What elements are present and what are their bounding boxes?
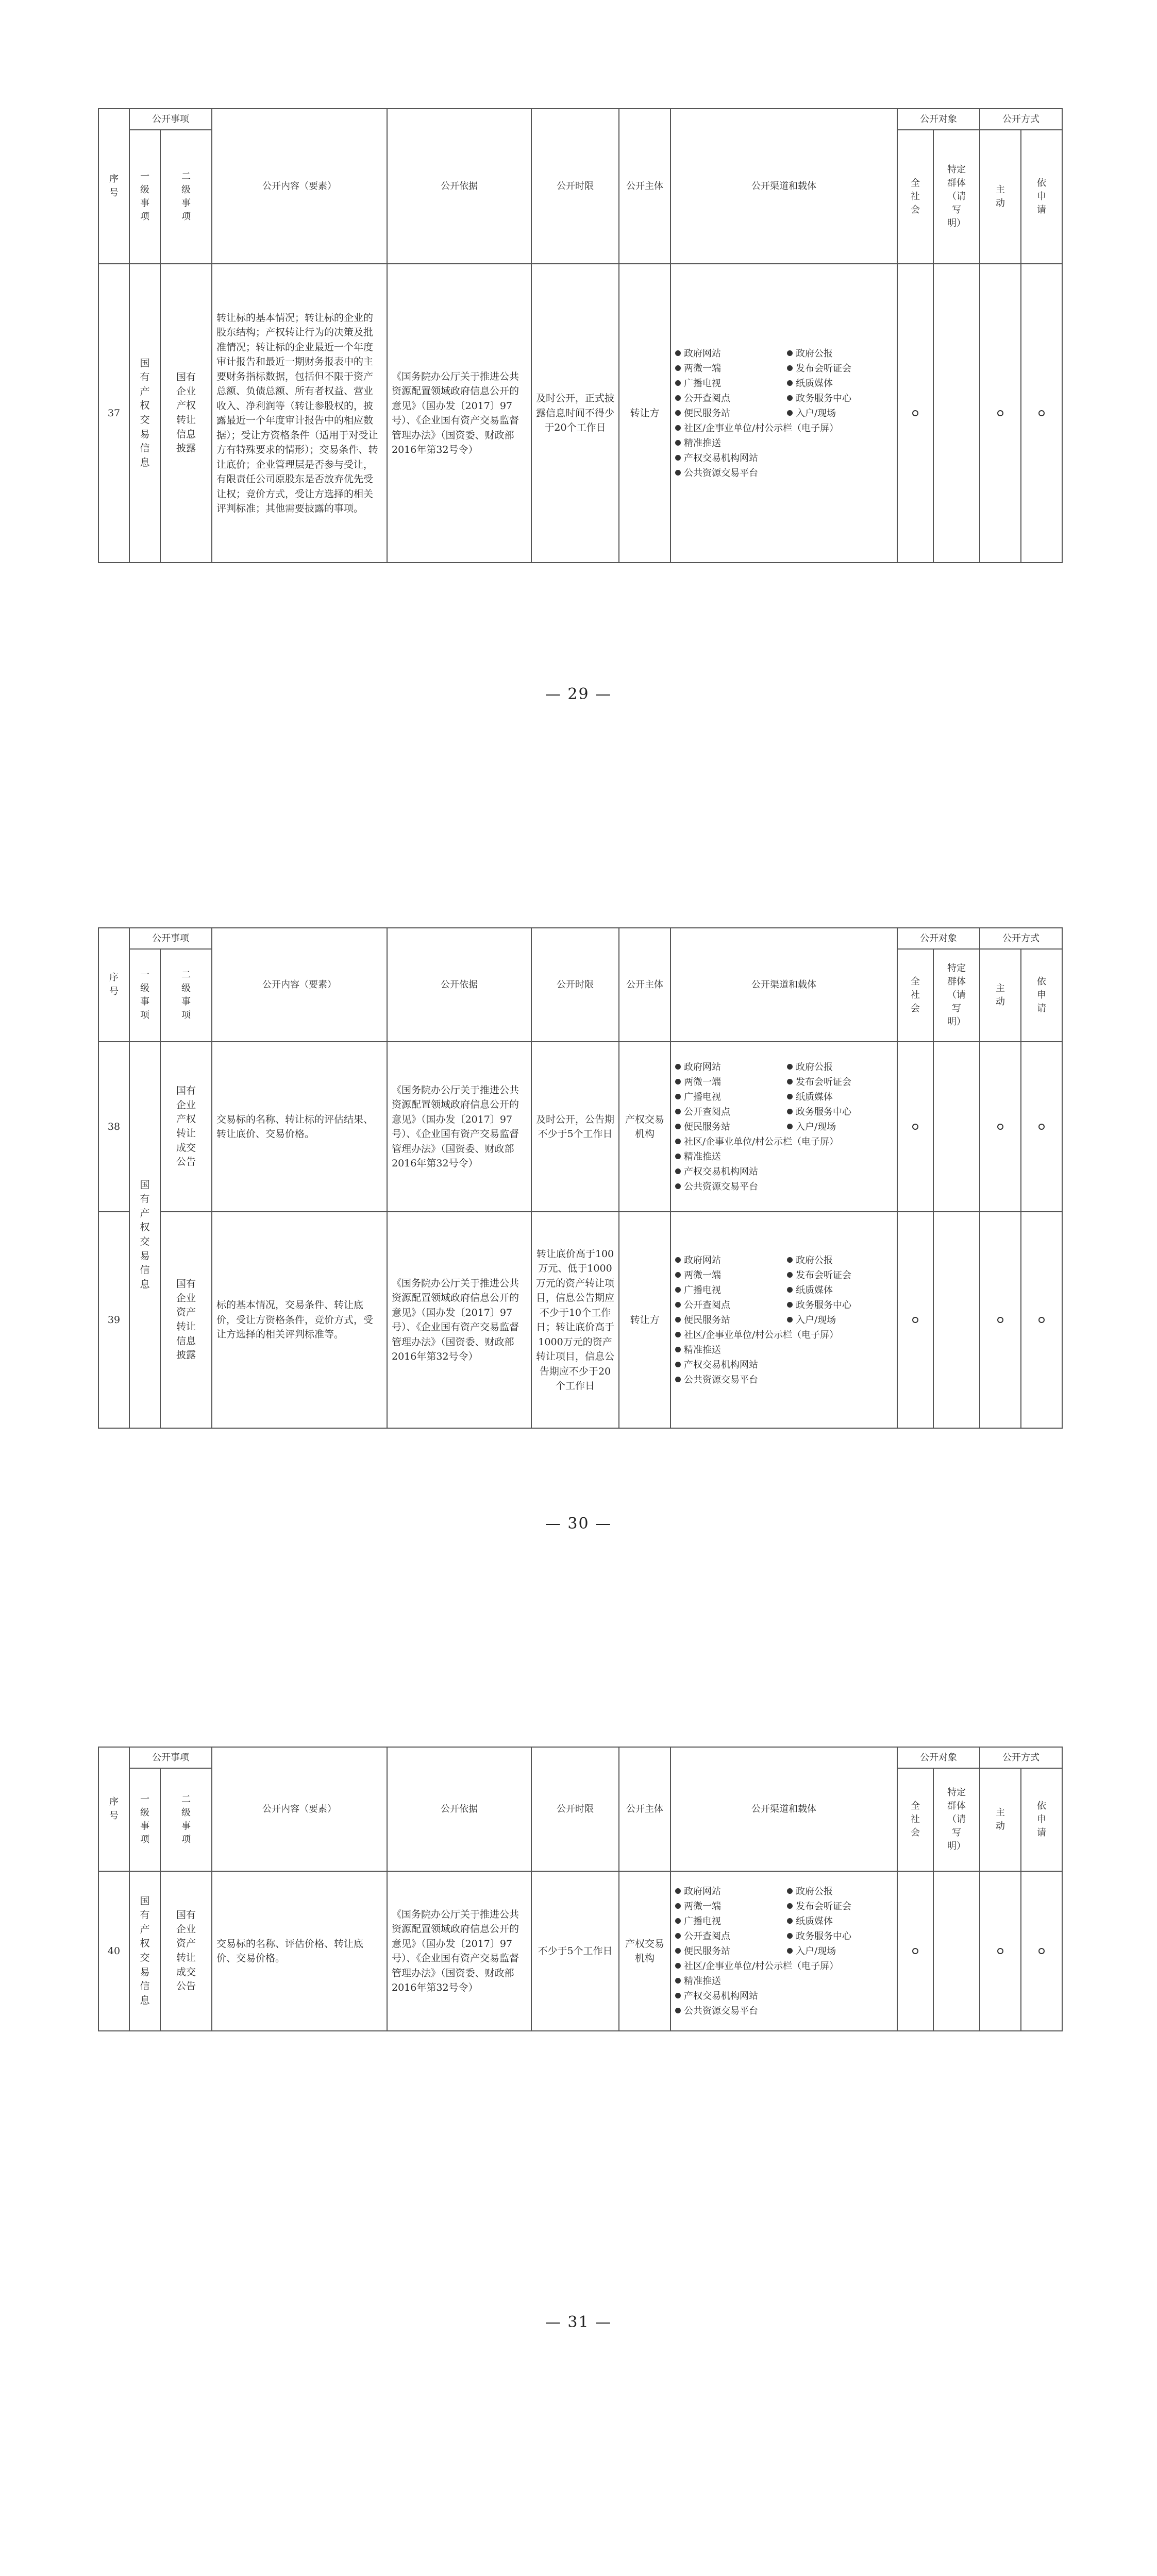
disclosure-table-p30: [98, 927, 1063, 1429]
channel-item: 政府公报: [787, 1885, 893, 1899]
row-specific-group: [933, 264, 980, 563]
channel-item: 便民服务站: [675, 1944, 781, 1958]
row-basis: 《国务院办公厅关于推进公共资源配置领域政府信息公开的意见》（国办发〔2017〕97号）、《企业国有资产交易监督管理办法》（国资委、财政部2016年第32号令）: [387, 264, 531, 563]
table-row-39: [98, 1212, 1062, 1428]
circle-mark-icon: [912, 410, 918, 416]
row-seq: 39: [98, 1212, 129, 1428]
bullet-icon: [787, 1918, 793, 1924]
channel-item: 社区/企事业单位/村公示栏（电子屏）: [675, 1328, 893, 1342]
bullet-icon: [787, 1933, 793, 1939]
row-content: 交易标的名称、转让标的评估结果、转让底价、交易价格。: [212, 1042, 387, 1212]
bullet-icon: [675, 1993, 681, 1998]
channel-item: 精准推送: [675, 1343, 893, 1357]
header-specific-group: 特定群体（请写明）: [933, 130, 980, 264]
channel-item: 政府公报: [787, 1253, 893, 1267]
row-active-mark: [980, 1042, 1021, 1212]
header-target-group: 公开对象: [897, 109, 980, 130]
header-method-group: 公开方式: [980, 928, 1062, 949]
row-specific-group: [933, 1871, 980, 2031]
row-on-request-mark: [1021, 1871, 1062, 2031]
header-method-group: 公开方式: [980, 109, 1062, 130]
row-seq: 37: [98, 264, 129, 563]
channel-item: 公开查阅点: [675, 1298, 781, 1312]
bullet-icon: [675, 1272, 681, 1278]
row-period: 及时公开，公告期不少于5个工作日: [531, 1042, 619, 1212]
channel-item: 便民服务站: [675, 1313, 781, 1327]
header-seq: 序号: [98, 109, 129, 264]
channel-item: 纸质媒体: [787, 1283, 893, 1297]
header-active: 主动: [980, 949, 1021, 1042]
channel-item: 公共资源交易平台: [675, 1373, 893, 1387]
bullet-icon: [675, 440, 681, 446]
bullet-icon: [787, 1257, 793, 1263]
channel-item: 精准推送: [675, 1974, 893, 1988]
header-item-group: 公开事项: [129, 1747, 212, 1768]
channel-item: 便民服务站: [675, 406, 781, 420]
bullet-icon: [675, 1362, 681, 1367]
bullet-icon: [675, 410, 681, 416]
channel-item: 纸质媒体: [787, 1090, 893, 1104]
header-channel: 公开渠道和载体: [670, 928, 897, 1042]
page-32: [0, 2421, 1157, 2576]
channel-item: 纸质媒体: [787, 377, 893, 391]
bullet-icon: [675, 1347, 681, 1352]
channel-item: 精准推送: [675, 436, 893, 450]
header-seq: 序号: [98, 1747, 129, 1871]
channel-item: 产权交易机构网站: [675, 1165, 893, 1179]
header-level2: 二级事项: [160, 949, 212, 1042]
bullet-icon: [787, 395, 793, 401]
bullet-icon: [787, 1109, 793, 1114]
bullet-icon: [675, 1903, 681, 1909]
header-period: 公开时限: [531, 109, 619, 264]
channel-item: 两微一端: [675, 1900, 781, 1913]
channel-item: 广播电视: [675, 1090, 781, 1104]
row-level1: 国有产权交易信息: [129, 1871, 160, 2031]
circle-mark-icon: [997, 1948, 1003, 1954]
row-content: 转让标的基本情况；转让标的企业的股东结构；产权转让行为的决策及批准情况；转让标的企业最近一个年度审计报告和最近一期财务报表中的主要财务指标数据，包括但不限于资产总额、负债总额、所有者权益、营业收入、净利润等（转让参股权的，披露最近一个年度审计报告中的相应数据）；受让方资格条件（适用于对受让方有特殊要求的情形）；交易条件、转让底价；企业管理层是否参与受让，有限责任公司原股东是否放弃优先受让权；竞价方式，受让方选择的相关评判标准；其他需要披露的事项。: [212, 264, 387, 563]
page-29: [0, 0, 1157, 773]
row-subject: 转让方: [619, 264, 670, 563]
bullet-icon: [675, 455, 681, 461]
row-level1: 国有产权交易信息: [129, 1042, 160, 1428]
header-basis: 公开依据: [387, 928, 531, 1042]
row-basis: 《国务院办公厅关于推进公共资源配置领域政府信息公开的意见》（国办发〔2017〕97号）、《企业国有资产交易监督管理办法》（国资委、财政部2016年第32号令）: [387, 1212, 531, 1428]
channel-item: 社区/企事业单位/村公示栏（电子屏）: [675, 1135, 893, 1149]
bullet-icon: [675, 1948, 681, 1954]
row-basis: 《国务院办公厅关于推进公共资源配置领域政府信息公开的意见》（国办发〔2017〕97号）、《企业国有资产交易监督管理办法》（国资委、财政部2016年第32号令）: [387, 1871, 531, 2031]
channel-item: 政务服务中心: [787, 392, 893, 405]
row-level2: 国有企业产权转让成交公告: [160, 1042, 212, 1212]
bullet-icon: [675, 1302, 681, 1308]
channel-list: [675, 1885, 893, 2018]
bullet-icon: [675, 1154, 681, 1159]
channel-list: [675, 1060, 893, 1194]
circle-mark-icon: [912, 1317, 918, 1323]
row-level2: 国有企业产权转让信息披露: [160, 264, 212, 563]
header-level1: 一级事项: [129, 130, 160, 264]
channel-item: 广播电视: [675, 377, 781, 391]
circle-mark-icon: [997, 410, 1003, 416]
bullet-icon: [675, 1287, 681, 1293]
channel-item: 广播电视: [675, 1283, 781, 1297]
bullet-icon: [787, 1064, 793, 1070]
bullet-icon: [787, 1079, 793, 1084]
bullet-icon: [675, 1257, 681, 1263]
bullet-icon: [675, 1332, 681, 1337]
row-channels: [670, 1212, 897, 1428]
row-all-society-mark: [897, 264, 933, 563]
bullet-icon: [675, 1933, 681, 1939]
header-content: 公开内容（要素）: [212, 928, 387, 1042]
header-all-society: 全社会: [897, 1768, 933, 1871]
bullet-icon: [675, 1918, 681, 1924]
bullet-icon: [787, 1272, 793, 1278]
row-content: 标的基本情况，交易条件、转让底价，受让方资格条件，竞价方式，受让方选择的相关评判标准等。: [212, 1212, 387, 1428]
bullet-icon: [675, 1124, 681, 1129]
channel-item: 产权交易机构网站: [675, 451, 893, 465]
channel-item: 精准推送: [675, 1150, 893, 1164]
header-level2: 二级事项: [160, 130, 212, 264]
row-level2: 国有企业资产转让信息披露: [160, 1212, 212, 1428]
bullet-icon: [787, 1287, 793, 1293]
bullet-icon: [787, 1948, 793, 1954]
channel-item: 两微一端: [675, 1075, 781, 1089]
channel-item: 入户/现场: [787, 406, 893, 420]
bullet-icon: [675, 1963, 681, 1969]
row-seq: 40: [98, 1871, 129, 2031]
channel-item: 入户/现场: [787, 1944, 893, 1958]
header-seq: 序号: [98, 928, 129, 1042]
row-on-request-mark: [1021, 264, 1062, 563]
header-method-group: 公开方式: [980, 1747, 1062, 1768]
circle-mark-icon: [912, 1948, 918, 1954]
circle-mark-icon: [1038, 1124, 1045, 1130]
header-basis: 公开依据: [387, 109, 531, 264]
header-all-society: 全社会: [897, 949, 933, 1042]
bullet-icon: [787, 1903, 793, 1909]
header-active: 主动: [980, 1768, 1021, 1871]
header-on-request: 依申请: [1021, 949, 1062, 1042]
channel-item: 产权交易机构网站: [675, 1358, 893, 1372]
row-subject: 产权交易机构: [619, 1871, 670, 2031]
bullet-icon: [675, 1079, 681, 1084]
bullet-icon: [675, 425, 681, 431]
channel-item: 政府网站: [675, 1253, 781, 1267]
header-subject: 公开主体: [619, 1747, 670, 1871]
bullet-icon: [787, 1888, 793, 1894]
channel-item: 政府公报: [787, 347, 893, 361]
row-channels: [670, 1871, 897, 2031]
channel-item: 发布会听证会: [787, 362, 893, 376]
channel-item: 发布会听证会: [787, 1075, 893, 1089]
header-level1: 一级事项: [129, 949, 160, 1042]
row-on-request-mark: [1021, 1042, 1062, 1212]
row-active-mark: [980, 1871, 1021, 2031]
row-channels: [670, 1042, 897, 1212]
channel-item: 广播电视: [675, 1914, 781, 1928]
row-period: 不少于5个工作日: [531, 1871, 619, 2031]
bullet-icon: [675, 1139, 681, 1144]
bullet-icon: [787, 350, 793, 356]
channel-item: 政府公报: [787, 1060, 893, 1074]
page-number: — 31 —: [545, 2313, 612, 2331]
disclosure-table-p31: [98, 1747, 1063, 2031]
bullet-icon: [787, 410, 793, 416]
circle-mark-icon: [1038, 1317, 1045, 1323]
bullet-icon: [675, 365, 681, 371]
row-subject: 产权交易机构: [619, 1042, 670, 1212]
row-content: 交易标的名称、评估价格、转让底价、交易价格。: [212, 1871, 387, 2031]
bullet-icon: [675, 1888, 681, 1894]
bullet-icon: [675, 1183, 681, 1189]
header-period: 公开时限: [531, 928, 619, 1042]
channel-list: [675, 1253, 893, 1387]
row-specific-group: [933, 1042, 980, 1212]
bullet-icon: [675, 470, 681, 476]
row-basis: 《国务院办公厅关于推进公共资源配置领域政府信息公开的意见》（国办发〔2017〕97号）、《企业国有资产交易监督管理办法》（国资委、财政部2016年第32号令）: [387, 1042, 531, 1212]
channel-item: 政府网站: [675, 1060, 781, 1074]
row-channels: [670, 264, 897, 563]
bullet-icon: [675, 395, 681, 401]
row-all-society-mark: [897, 1871, 933, 2031]
header-target-group: 公开对象: [897, 928, 980, 949]
header-channel: 公开渠道和载体: [670, 1747, 897, 1871]
header-active: 主动: [980, 130, 1021, 264]
channel-item: 入户/现场: [787, 1120, 893, 1134]
bullet-icon: [787, 1124, 793, 1129]
header-level2: 二级事项: [160, 1768, 212, 1871]
channel-item: 社区/企事业单位/村公示栏（电子屏）: [675, 421, 893, 435]
table-row-40: [98, 1871, 1062, 2031]
header-item-group: 公开事项: [129, 928, 212, 949]
bullet-icon: [675, 350, 681, 356]
header-target-group: 公开对象: [897, 1747, 980, 1768]
page-number: — 29 —: [545, 685, 612, 703]
channel-item: 政府网站: [675, 1885, 781, 1899]
header-subject: 公开主体: [619, 928, 670, 1042]
channel-item: 纸质媒体: [787, 1914, 893, 1928]
channel-item: 发布会听证会: [787, 1900, 893, 1913]
header-subject: 公开主体: [619, 109, 670, 264]
circle-mark-icon: [1038, 410, 1045, 416]
channel-item: 便民服务站: [675, 1120, 781, 1134]
channel-item: 政务服务中心: [787, 1105, 893, 1119]
row-on-request-mark: [1021, 1212, 1062, 1428]
row-period: 及时公开，正式披露信息时间不得少于20个工作日: [531, 264, 619, 563]
bullet-icon: [675, 1094, 681, 1099]
channel-item: 公共资源交易平台: [675, 466, 893, 480]
bullet-icon: [675, 1317, 681, 1323]
channel-item: 公共资源交易平台: [675, 2004, 893, 2018]
row-level2: 国有企业资产转让成交公告: [160, 1871, 212, 2031]
channel-item: 政务服务中心: [787, 1929, 893, 1943]
bullet-icon: [787, 1302, 793, 1308]
circle-mark-icon: [997, 1124, 1003, 1130]
row-all-society-mark: [897, 1212, 933, 1428]
channel-item: 公开查阅点: [675, 392, 781, 405]
channel-item: 社区/企事业单位/村公示栏（电子屏）: [675, 1959, 893, 1973]
channel-item: 发布会听证会: [787, 1268, 893, 1282]
row-all-society-mark: [897, 1042, 933, 1212]
circle-mark-icon: [1038, 1948, 1045, 1954]
bullet-icon: [675, 1109, 681, 1114]
row-seq: 38: [98, 1042, 129, 1212]
bullet-icon: [675, 1168, 681, 1174]
channel-item: 政府网站: [675, 347, 781, 361]
channel-item: 公共资源交易平台: [675, 1180, 893, 1194]
row-active-mark: [980, 1212, 1021, 1428]
channel-item: 公开查阅点: [675, 1929, 781, 1943]
row-specific-group: [933, 1212, 980, 1428]
channel-list: [675, 347, 893, 480]
page-30: [0, 773, 1157, 1597]
header-channel: 公开渠道和载体: [670, 109, 897, 264]
row-period: 转让底价高于100万元、低于1000万元的资产转让项目，信息公告期应不少于10个工作日；转让底价高于1000万元的资产转让项目，信息公告期应不少于20个工作日: [531, 1212, 619, 1428]
bullet-icon: [675, 1978, 681, 1984]
bullet-icon: [675, 1377, 681, 1382]
page-31: [0, 1597, 1157, 2421]
bullet-icon: [787, 365, 793, 371]
channel-item: 政务服务中心: [787, 1298, 893, 1312]
header-level1: 一级事项: [129, 1768, 160, 1871]
channel-item: 公开查阅点: [675, 1105, 781, 1119]
table-row-37: [98, 264, 1062, 563]
channel-item: 产权交易机构网站: [675, 1989, 893, 2003]
header-all-society: 全社会: [897, 130, 933, 264]
circle-mark-icon: [997, 1317, 1003, 1323]
channel-item: 两微一端: [675, 362, 781, 376]
header-specific-group: 特定群体（请写明）: [933, 1768, 980, 1871]
header-on-request: 依申请: [1021, 130, 1062, 264]
header-content: 公开内容（要素）: [212, 1747, 387, 1871]
bullet-icon: [675, 2008, 681, 2013]
bullet-icon: [675, 380, 681, 386]
header-item-group: 公开事项: [129, 109, 212, 130]
header-on-request: 依申请: [1021, 1768, 1062, 1871]
channel-item: 两微一端: [675, 1268, 781, 1282]
row-active-mark: [980, 264, 1021, 563]
page-number: — 30 —: [545, 1515, 612, 1533]
row-subject: 转让方: [619, 1212, 670, 1428]
disclosure-table-p29: [98, 108, 1063, 563]
bullet-icon: [787, 380, 793, 386]
channel-item: 入户/现场: [787, 1313, 893, 1327]
circle-mark-icon: [912, 1124, 918, 1130]
bullet-icon: [787, 1317, 793, 1323]
row-level1: 国有产权交易信息: [129, 264, 160, 563]
header-specific-group: 特定群体（请写明）: [933, 949, 980, 1042]
bullet-icon: [675, 1064, 681, 1070]
header-basis: 公开依据: [387, 1747, 531, 1871]
bullet-icon: [787, 1094, 793, 1099]
header-period: 公开时限: [531, 1747, 619, 1871]
header-content: 公开内容（要素）: [212, 109, 387, 264]
table-row-38: [98, 1042, 1062, 1212]
